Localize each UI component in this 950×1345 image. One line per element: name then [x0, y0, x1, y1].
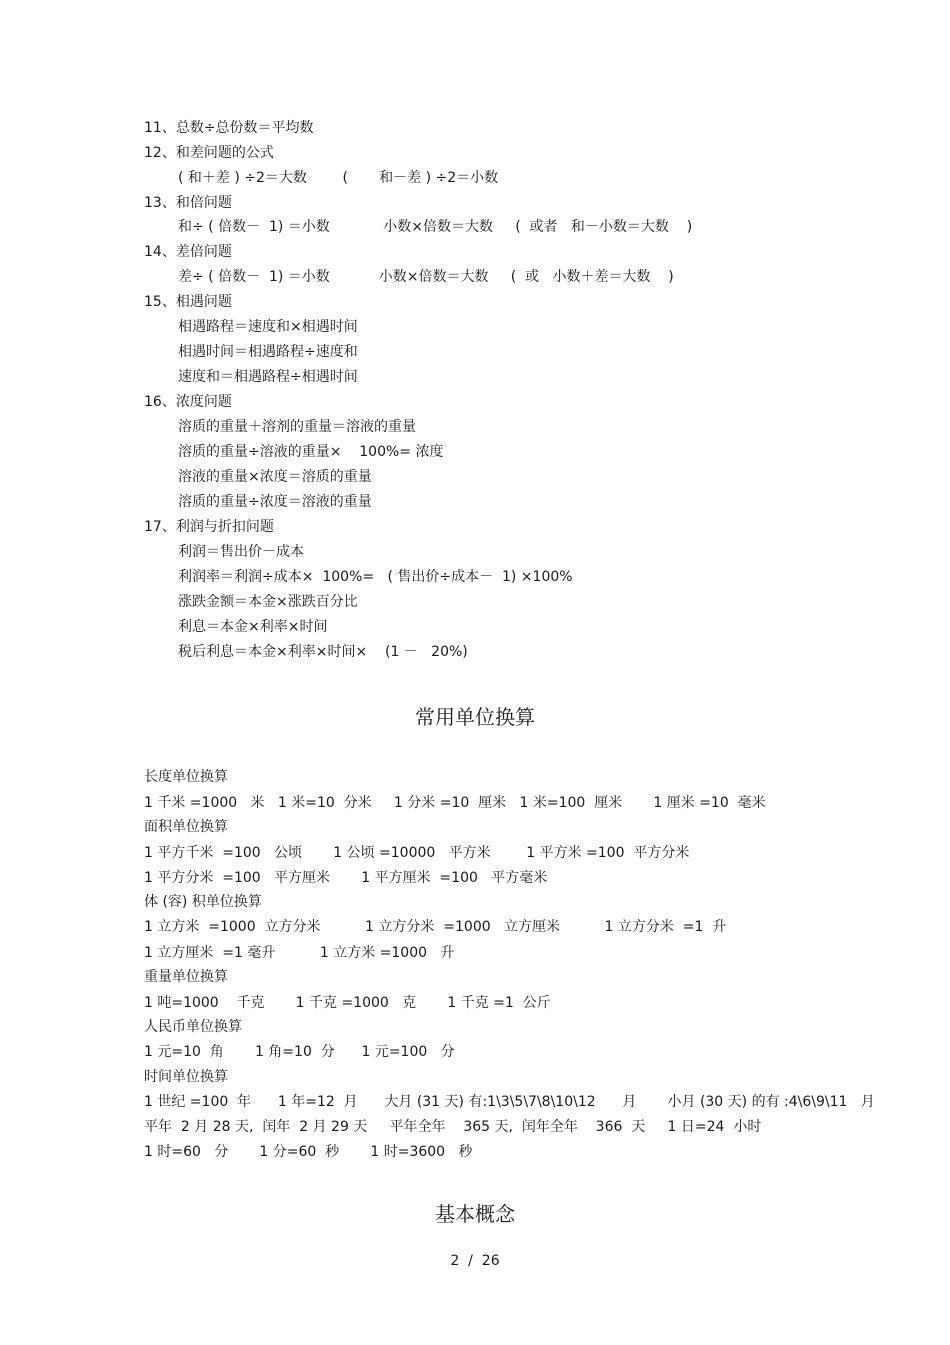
- rmb-title: 人民币单位换算: [144, 1019, 242, 1035]
- area-conversions-1: 1 平方千米 =100 公顷 1 公顷 =10000 平方米 1 平方米 =100 平方分米: [144, 845, 690, 861]
- rmb-conversions: 1 元=10 角 1 角=10 分 1 元=100 分: [144, 1044, 455, 1060]
- formula-15-line-1: 相遇路程＝速度和×相遇时间: [178, 319, 358, 335]
- formula-15-title: 15、相遇问题: [144, 294, 232, 310]
- formula-16-line-1: 溶质的重量＋溶剂的重量＝溶液的重量: [178, 419, 416, 435]
- formula-16-line-4: 溶质的重量÷浓度＝溶液的重量: [178, 494, 372, 510]
- formula-17-line-3: 涨跌金额＝本金×涨跌百分比: [178, 594, 358, 610]
- formula-17-line-4: 利息＝本金×利率×时间: [178, 619, 328, 635]
- units-heading: 常用单位换算: [415, 705, 535, 729]
- formula-16-line-3: 溶液的重量×浓度＝溶质的重量: [178, 469, 372, 485]
- volume-conversions-2: 1 立方厘米 =1 毫升 1 立方米 =1000 升: [144, 945, 455, 961]
- page-number: 2 / 26: [450, 1253, 500, 1269]
- formula-17-line-1: 利润＝售出价－成本: [178, 544, 304, 560]
- formula-12-body: ( 和＋差 ) ÷2＝大数 ( 和－差 ) ÷2＝小数: [178, 170, 499, 186]
- time-conversions-3: 1 时=60 分 1 分=60 秒 1 时=3600 秒: [144, 1144, 473, 1160]
- formula-13-body: 和÷ ( 倍数－ 1) ＝小数 小数×倍数＝大数 ( 或者 和－小数＝大数 ): [178, 219, 693, 235]
- weight-title: 重量单位换算: [144, 969, 228, 985]
- area-conversions-2: 1 平方分米 =100 平方厘米 1 平方厘米 =100 平方毫米: [144, 870, 548, 886]
- weight-conversions: 1 吨=1000 千克 1 千克 =1000 克 1 千克 =1 公斤: [144, 995, 551, 1011]
- formula-16-line-2: 溶质的重量÷溶液的重量× 100%= 浓度: [178, 444, 444, 460]
- time-title: 时间单位换算: [144, 1069, 228, 1085]
- formula-15-line-2: 相遇时间＝相遇路程÷速度和: [178, 344, 358, 360]
- formula-11: 11、总数÷总份数＝平均数: [144, 120, 314, 136]
- time-conversions-2: 平年 2 月 28 天, 闰年 2 月 29 天 平年全年 365 天, 闰年全年 366 天 1 日=24 小时: [144, 1119, 762, 1135]
- area-title: 面积单位换算: [144, 819, 228, 835]
- formula-16-title: 16、浓度问题: [144, 394, 232, 410]
- volume-title: 体 (容) 积单位换算: [144, 894, 262, 910]
- formula-14-body: 差÷ ( 倍数－ 1) ＝小数 小数×倍数＝大数 ( 或 小数＋差＝大数 ): [178, 269, 674, 285]
- formula-13-title: 13、和倍问题: [144, 195, 232, 211]
- formula-17-title: 17、利润与折扣问题: [144, 519, 274, 535]
- formula-17-line-2: 利润率＝利润÷成本× 100%= ( 售出价÷成本－ 1) ×100%: [178, 569, 573, 585]
- formula-14-title: 14、差倍问题: [144, 244, 232, 260]
- length-conversions: 1 千米 =1000 米 1 米=10 分米 1 分米 =10 厘米 1 米=100 厘米 1 厘米 =10 毫米: [144, 795, 766, 811]
- formula-12-title: 12、和差问题的公式: [144, 145, 274, 161]
- time-conversions-1: 1 世纪 =100 年 1 年=12 月 大月 (31 天) 有:1\3\5\7\8\10\12 月 小月 (30 天) 的有 :4\6\9\11 月: [144, 1094, 875, 1110]
- length-title: 长度单位换算: [144, 769, 228, 785]
- formula-17-line-5: 税后利息＝本金×利率×时间× (1 － 20%): [178, 644, 468, 660]
- basics-heading: 基本概念: [435, 1202, 515, 1226]
- formula-15-line-3: 速度和＝相遇路程÷相遇时间: [178, 369, 358, 385]
- volume-conversions-1: 1 立方米 =1000 立方分米 1 立方分米 =1000 立方厘米 1 立方分米 =1 升: [144, 919, 727, 935]
